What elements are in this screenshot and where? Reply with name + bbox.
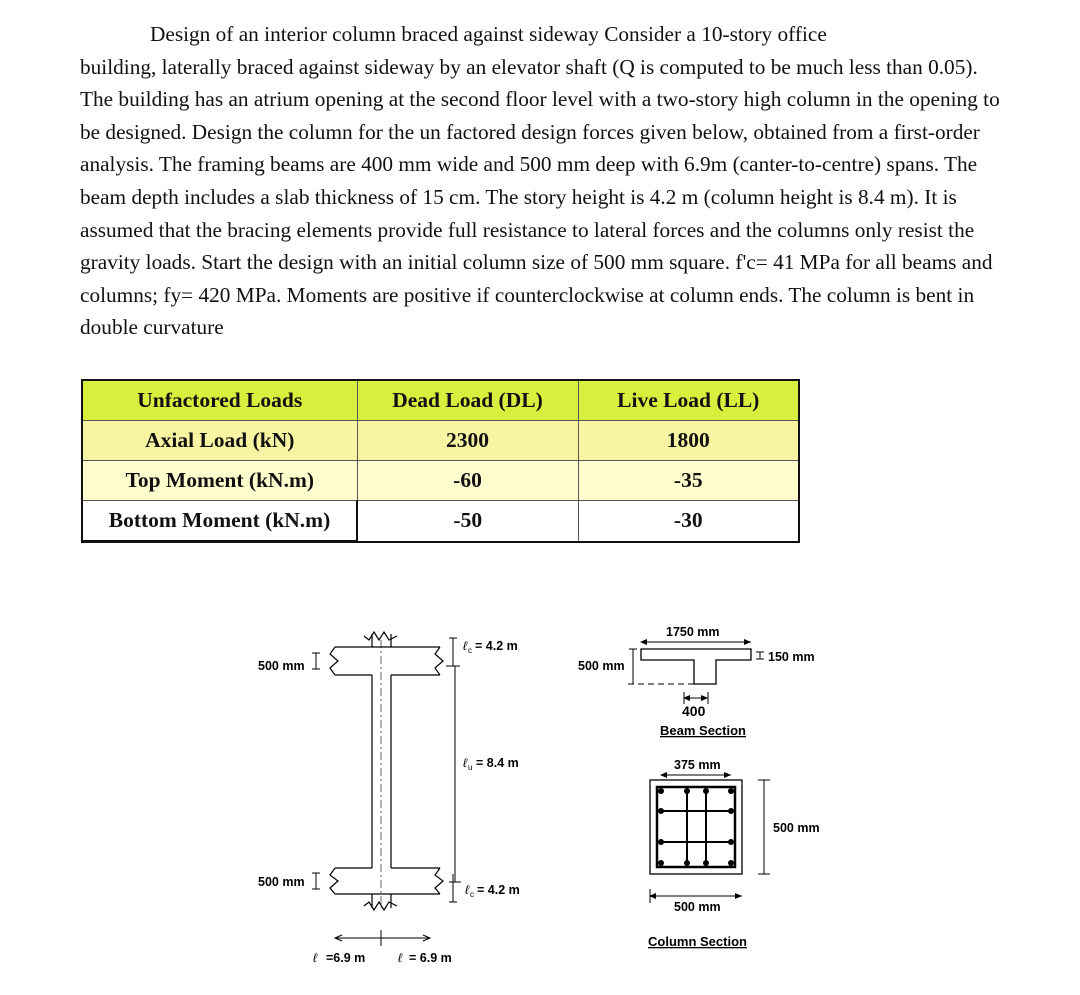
sub-u: u [468, 763, 473, 772]
span-left-label: =6.9 m [326, 951, 366, 965]
cell-top-moment-dl: -60 [357, 461, 578, 501]
span-right-label: = 6.9 m [409, 951, 452, 965]
cell-bottom-moment-ll: -30 [578, 501, 799, 542]
column-height-label: 500 mm [773, 821, 820, 835]
break-mark [364, 632, 397, 640]
header-unfactored-loads: Unfactored Loads [82, 380, 357, 421]
rebar [703, 860, 709, 866]
beam-section-dimensions [629, 642, 764, 704]
rebar [728, 839, 734, 845]
break-mark [435, 647, 443, 675]
header-dead-load: Dead Load (DL) [357, 380, 578, 421]
problem-body: building, laterally braced against sideway by an elevator shaft (Q is computed to be much less than 0.05). The building has an atrium opening at the second floor level with a two-story high column in the opening to be designed. Design the column for the un factored design forces given below, obtained from a first-order analysis. The framing beams are 400 mm wide and 500 mm deep with 6.9m (canter-to-centre) spans. The beam depth includes a slab thickness of 15 cm. The story height is 4.2 m (column height is 8.4 m). It is assumed that the bracing elements provide full resistance to lateral forces and the columns only resist the gravity loads. Start the design with an initial column size of 500 mm square. f'c= 41 MPa for all beams and columns; fy= 420 MPa. Moments are positive if counterclockwise at column ends. The column is bent in double curvature [80, 54, 1000, 340]
rebar [728, 860, 734, 866]
rebar [728, 808, 734, 814]
rebar [658, 839, 664, 845]
beam-depth-top-label: 500 mm [258, 659, 305, 673]
break-mark [330, 647, 338, 675]
cell-top-moment-ll: -35 [578, 461, 799, 501]
column-section-drawing [650, 780, 742, 874]
rebar [658, 788, 664, 794]
column-outline [650, 780, 742, 874]
web-width-label: 400 [682, 703, 706, 719]
column-width-label: 500 mm [674, 900, 721, 914]
rebar [728, 788, 734, 794]
row-label-top-moment: Top Moment (kN.m) [82, 461, 357, 501]
rebar [703, 788, 709, 794]
sub-c: c [468, 646, 472, 655]
rebar [658, 860, 664, 866]
t-beam-outline [641, 649, 751, 684]
elevation-labels [258, 639, 520, 965]
beam-section-caption: Beam Section [660, 723, 746, 738]
ell-symbol: ℓ [463, 639, 468, 653]
beam-depth-label: 500 mm [578, 659, 625, 673]
ell-symbol: ℓ [463, 756, 468, 770]
break-mark [435, 868, 443, 894]
cell-bottom-moment-dl: -50 [357, 501, 578, 542]
sub-c: c [470, 890, 474, 899]
lc-top-label: = 4.2 m [475, 639, 518, 653]
column-elevation-drawing [330, 632, 443, 910]
elevation-dimensions [312, 638, 461, 946]
column-section-caption: Column Section [648, 934, 747, 949]
cell-axial-ll: 1800 [578, 421, 799, 461]
problem-first-line: Design of an interior column braced against sideway Consider a 10-story office [150, 22, 827, 46]
ell-symbol: ℓ [313, 951, 318, 965]
lc-bottom-label: = 4.2 m [477, 883, 520, 897]
break-mark [364, 902, 397, 910]
beam-depth-bottom-label: 500 mm [258, 875, 305, 889]
beam-section-drawing [628, 649, 751, 684]
rebar [684, 860, 690, 866]
ell-symbol: ℓ [465, 883, 470, 897]
ell-symbol: ℓ [398, 951, 403, 965]
flange-width-label: 1750 mm [666, 625, 720, 639]
row-label-bottom-moment: Bottom Moment (kN.m) [82, 501, 357, 542]
rebars [658, 788, 734, 866]
rebar [658, 808, 664, 814]
header-live-load: Live Load (LL) [578, 380, 799, 421]
stirrup [657, 787, 735, 867]
row-label-axial: Axial Load (kN) [82, 421, 357, 461]
break-mark [330, 868, 338, 894]
core-width-label: 375 mm [674, 758, 721, 772]
cell-axial-dl: 2300 [357, 421, 578, 461]
lu-label: = 8.4 m [476, 756, 519, 770]
column-section-dimensions [650, 775, 770, 903]
slab-thickness-label: 150 mm [768, 650, 815, 664]
rebar [684, 788, 690, 794]
